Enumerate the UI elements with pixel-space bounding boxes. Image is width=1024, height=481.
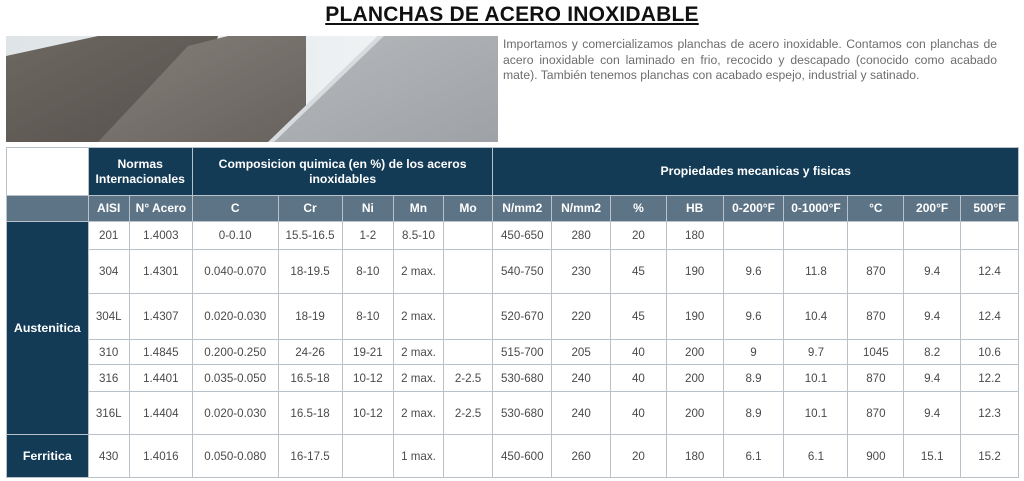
table-cell: 0.020-0.030 [192, 392, 278, 435]
table-cell: 1.4401 [129, 365, 192, 392]
table-cell: 316L [88, 392, 129, 435]
table-cell: 9.4 [904, 365, 961, 392]
table-cell: 201 [88, 222, 129, 250]
table-cell: 1.4404 [129, 392, 192, 435]
col-aisi: AISI [88, 196, 129, 222]
table-cell: 40 [611, 392, 667, 435]
group-label-ferritica: Ferritica [7, 435, 89, 478]
table-cell: 1-2 [342, 222, 394, 250]
table-cell: 2 max. [394, 294, 444, 340]
col-hb: HB [666, 196, 723, 222]
table-cell: 0.040-0.070 [192, 250, 278, 294]
table-row [7, 435, 1019, 478]
table-row [7, 340, 1019, 365]
table-cell: 260 [552, 435, 611, 478]
group-label-austenitica: Austenitica [7, 222, 89, 435]
table-cell: 2 max. [394, 250, 444, 294]
table-cell: 190 [666, 250, 723, 294]
header-corner [7, 148, 89, 196]
col-c: C [192, 196, 278, 222]
col-celsius: °C [848, 196, 904, 222]
intro-paragraph: Importamos y comercializamos planchas de acero inoxidable. Contamos con planchas de acero inoxidable con laminado en frio, recocido y descapado (conocido como acabado mate). También tenemos planchas con acabado espejo, industrial y satinado. [503, 37, 997, 83]
table-cell: 0.200-0.250 [192, 340, 278, 365]
steel-sheets-photo [6, 36, 498, 142]
table-row [7, 222, 1019, 250]
table-cell: 8.9 [723, 365, 784, 392]
table-cell: 870 [848, 365, 904, 392]
table-cell: 304L [88, 294, 129, 340]
table-cell: 9.7 [784, 340, 848, 365]
table-cell: 200 [666, 365, 723, 392]
table-cell: 18-19.5 [278, 250, 342, 294]
table-cell [443, 294, 493, 340]
table-cell: 15.2 [961, 435, 1019, 478]
table-cell: 8.5-10 [394, 222, 444, 250]
table-cell [342, 435, 394, 478]
table-cell: 2 max. [394, 365, 444, 392]
table-cell: 10-12 [342, 392, 394, 435]
table-cell [904, 222, 961, 250]
table-cell: 180 [666, 435, 723, 478]
table-cell: 1.4307 [129, 294, 192, 340]
table-cell: 520-670 [493, 294, 552, 340]
table-cell: 1045 [848, 340, 904, 365]
table-cell: 200 [666, 340, 723, 365]
table-cell: 515-700 [493, 340, 552, 365]
table-cell: 9.4 [904, 392, 961, 435]
table-cell: 540-750 [493, 250, 552, 294]
table-cell: 20 [611, 222, 667, 250]
table-cell: 870 [848, 294, 904, 340]
table-cell: 2-2.5 [443, 365, 493, 392]
table-cell: 24-26 [278, 340, 342, 365]
table-cell: 9.4 [904, 294, 961, 340]
table-row [7, 365, 1019, 392]
table-cell: 8-10 [342, 294, 394, 340]
table-cell: 1.4003 [129, 222, 192, 250]
col-elongation: % [611, 196, 667, 222]
table-row [7, 250, 1019, 294]
table-cell: 0.050-0.080 [192, 435, 278, 478]
table-cell: 530-680 [493, 365, 552, 392]
table-cell: 9.6 [723, 294, 784, 340]
col-yield: N/mm2 [552, 196, 611, 222]
table-cell: 190 [666, 294, 723, 340]
table-cell [723, 222, 784, 250]
table-cell: 316 [88, 365, 129, 392]
col-tensile: N/mm2 [493, 196, 552, 222]
table-cell: 10.1 [784, 365, 848, 392]
table-cell: 10.1 [784, 392, 848, 435]
table-cell: 310 [88, 340, 129, 365]
table-cell: 430 [88, 435, 129, 478]
table-cell: 20 [611, 435, 667, 478]
table-cell: 9 [723, 340, 784, 365]
header-row-groups [7, 148, 1019, 196]
table-cell: 45 [611, 294, 667, 340]
table-cell: 9.4 [904, 250, 961, 294]
table-cell: 304 [88, 250, 129, 294]
header-propiedades: Propiedades mecanicas y fisicas [493, 148, 1019, 196]
table-cell: 12.2 [961, 365, 1019, 392]
col-ni: Ni [342, 196, 394, 222]
table-cell: 10-12 [342, 365, 394, 392]
table-cell: 8-10 [342, 250, 394, 294]
table-cell: 1 max. [394, 435, 444, 478]
col-200f: 200°F [904, 196, 961, 222]
table-cell: 16-17.5 [278, 435, 342, 478]
table-cell: 870 [848, 250, 904, 294]
col-mn: Mn [394, 196, 444, 222]
table-cell [443, 340, 493, 365]
table-cell: 10.4 [784, 294, 848, 340]
table-cell: 12.4 [961, 250, 1019, 294]
table-cell: 10.6 [961, 340, 1019, 365]
table-cell: 1.4016 [129, 435, 192, 478]
table-cell: 280 [552, 222, 611, 250]
table-cell: 40 [611, 365, 667, 392]
table-cell [784, 222, 848, 250]
table-cell: 240 [552, 365, 611, 392]
col-500f: 500°F [961, 196, 1019, 222]
table-cell: 16.5-18 [278, 365, 342, 392]
table-cell: 220 [552, 294, 611, 340]
table-cell: 11.8 [784, 250, 848, 294]
table-cell: 240 [552, 392, 611, 435]
header-corner-sub [7, 196, 89, 222]
table-cell: 450-600 [493, 435, 552, 478]
table-cell: 15.1 [904, 435, 961, 478]
col-mo: Mo [443, 196, 493, 222]
table-cell: 0.035-0.050 [192, 365, 278, 392]
col-0-1000f: 0-1000°F [784, 196, 848, 222]
table-cell: 2-2.5 [443, 392, 493, 435]
table-cell: 45 [611, 250, 667, 294]
table-cell: 530-680 [493, 392, 552, 435]
table-row [7, 294, 1019, 340]
table-cell: 200 [666, 392, 723, 435]
table-cell: 1.4845 [129, 340, 192, 365]
table-cell [848, 222, 904, 250]
table-cell: 0.020-0.030 [192, 294, 278, 340]
table-cell: 180 [666, 222, 723, 250]
steel-properties-table [6, 147, 1019, 478]
table-cell: 9.6 [723, 250, 784, 294]
table-cell: 2 max. [394, 340, 444, 365]
table-cell: 18-19 [278, 294, 342, 340]
table-cell [443, 435, 493, 478]
table-cell: 2 max. [394, 392, 444, 435]
col-cr: Cr [278, 196, 342, 222]
table-cell: 1.4301 [129, 250, 192, 294]
table-cell: 6.1 [784, 435, 848, 478]
table-cell [961, 222, 1019, 250]
table-cell: 16.5-18 [278, 392, 342, 435]
col-n-acero: N° Acero [129, 196, 192, 222]
table-cell: 230 [552, 250, 611, 294]
page-title: PLANCHAS DE ACERO INOXIDABLE [325, 3, 699, 26]
table-row [7, 392, 1019, 435]
table-cell: 6.1 [723, 435, 784, 478]
table-cell [443, 250, 493, 294]
header-row-columns [7, 196, 1019, 222]
table-cell: 19-21 [342, 340, 394, 365]
table-cell: 870 [848, 392, 904, 435]
header-composicion: Composicion quimica (en %) de los aceros inoxidables [192, 148, 493, 196]
table-cell: 12.3 [961, 392, 1019, 435]
table-cell: 40 [611, 340, 667, 365]
header-normas: Normas Internacionales [88, 148, 192, 196]
table-cell: 900 [848, 435, 904, 478]
table-cell: 12.4 [961, 294, 1019, 340]
table-cell: 0-0.10 [192, 222, 278, 250]
table-cell: 450-650 [493, 222, 552, 250]
table-cell: 205 [552, 340, 611, 365]
table-cell [443, 222, 493, 250]
table-cell: 15.5-16.5 [278, 222, 342, 250]
col-0-200f: 0-200°F [723, 196, 784, 222]
table-cell: 8.9 [723, 392, 784, 435]
table-cell: 8.2 [904, 340, 961, 365]
